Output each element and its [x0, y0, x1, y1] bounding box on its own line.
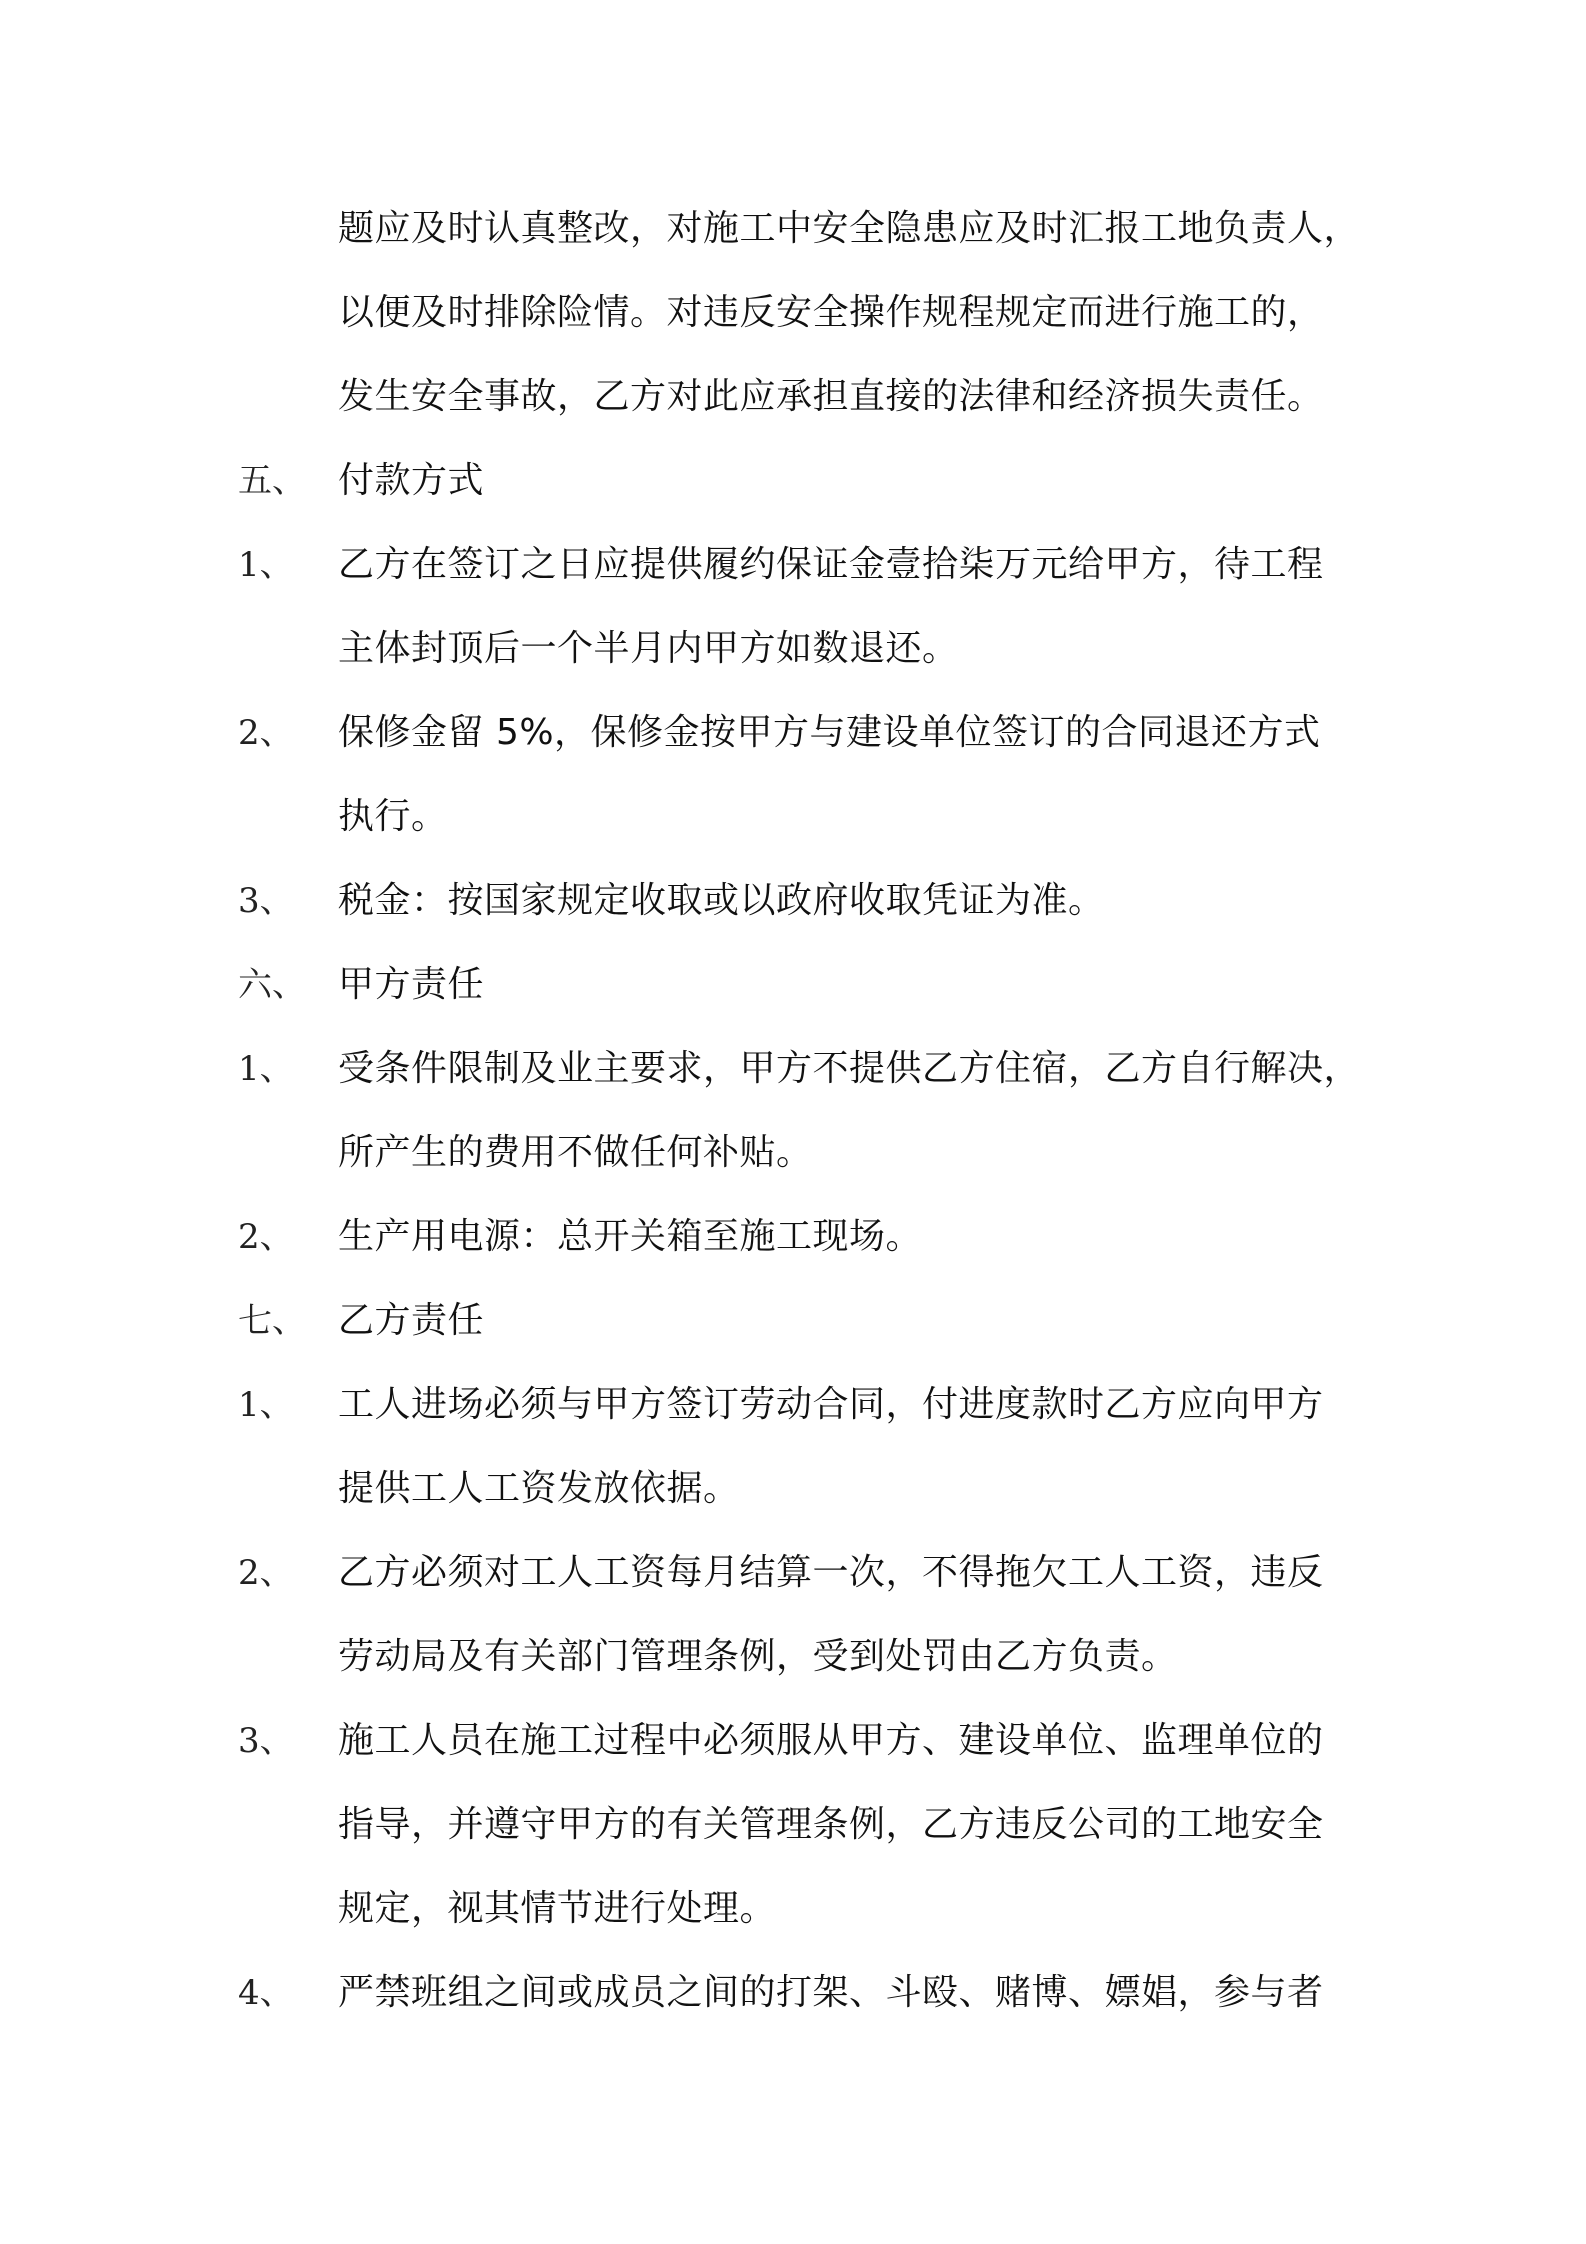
line-text: 提供工人工资发放依据。	[338, 1468, 740, 1509]
line-text: 乙方在签订之日应提供履约保证金壹拾柒万元给甲方，待工程	[338, 544, 1324, 585]
line-text: 执行。	[338, 796, 448, 837]
item-marker: 2、	[238, 1217, 294, 1257]
text-line	[0, 283, 1586, 343]
line-text: 劳动局及有关部门管理条例，受到处罚由乙方负责。	[338, 1636, 1178, 1677]
line-text: 指导，并遵守甲方的有关管理条例，乙方违反公司的工地安全	[338, 1804, 1324, 1845]
section-marker: 五、	[238, 461, 306, 501]
line-text: 工人进场必须与甲方签订劳动合同，付进度款时乙方应向甲方	[338, 1384, 1324, 1425]
text-line	[0, 1627, 1586, 1687]
text-line	[0, 1123, 1586, 1183]
section-heading	[0, 955, 1586, 1015]
line-text: 严禁班组之间或成员之间的打架、斗殴、赌博、嫖娼，参与者	[338, 1972, 1324, 2013]
section-marker: 六、	[238, 965, 306, 1005]
line-text: 主体封顶后一个半月内甲方如数退还。	[338, 628, 959, 669]
list-item	[0, 535, 1586, 595]
line-text: 乙方必须对工人工资每月结算一次，不得拖欠工人工资，违反	[338, 1552, 1324, 1593]
text-line	[0, 787, 1586, 847]
list-item	[0, 1039, 1586, 1099]
line-text: 生产用电源：总开关箱至施工现场。	[338, 1216, 923, 1257]
item-marker: 3、	[238, 1721, 294, 1761]
line-text: 发生安全事故，乙方对此应承担直接的法律和经济损失责任。	[338, 376, 1324, 417]
text-line	[0, 367, 1586, 427]
list-item	[0, 1711, 1586, 1771]
list-item	[0, 1963, 1586, 2023]
text-line	[0, 199, 1586, 259]
section-title: 付款方式	[338, 460, 485, 501]
list-item	[0, 1543, 1586, 1603]
line-text: 规定，视其情节进行处理。	[338, 1888, 777, 1929]
text-line	[0, 619, 1586, 679]
item-marker: 4、	[238, 1973, 294, 2013]
line-text: 以便及时排除险情。对违反安全操作规程规定而进行施工的，	[338, 292, 1324, 333]
list-item	[0, 871, 1586, 931]
section-marker: 七、	[238, 1301, 306, 1341]
line-text: 保修金留 5%，保修金按甲方与建设单位签订的合同退还方式	[338, 712, 1321, 753]
section-heading	[0, 1291, 1586, 1351]
item-marker: 1、	[238, 1385, 294, 1425]
line-text: 税金：按国家规定收取或以政府收取凭证为准。	[338, 880, 1105, 921]
text-line	[0, 1795, 1586, 1855]
item-marker: 2、	[238, 1553, 294, 1593]
section-title: 甲方责任	[338, 964, 485, 1005]
line-text: 受条件限制及业主要求，甲方不提供乙方住宿，乙方自行解决，	[338, 1048, 1361, 1089]
list-item	[0, 1207, 1586, 1267]
list-item	[0, 703, 1586, 763]
list-item	[0, 1375, 1586, 1435]
line-text: 施工人员在施工过程中必须服从甲方、建设单位、监理单位的	[338, 1720, 1324, 1761]
text-line	[0, 1879, 1586, 1939]
item-marker: 2、	[238, 713, 294, 753]
line-text: 题应及时认真整改，对施工中安全隐患应及时汇报工地负责人，	[338, 208, 1361, 249]
item-marker: 1、	[238, 1049, 294, 1089]
line-text: 所产生的费用不做任何补贴。	[338, 1132, 813, 1173]
item-marker: 1、	[238, 545, 294, 585]
item-marker: 3、	[238, 881, 294, 921]
text-line	[0, 1459, 1586, 1519]
section-heading	[0, 451, 1586, 511]
section-title: 乙方责任	[338, 1300, 485, 1341]
